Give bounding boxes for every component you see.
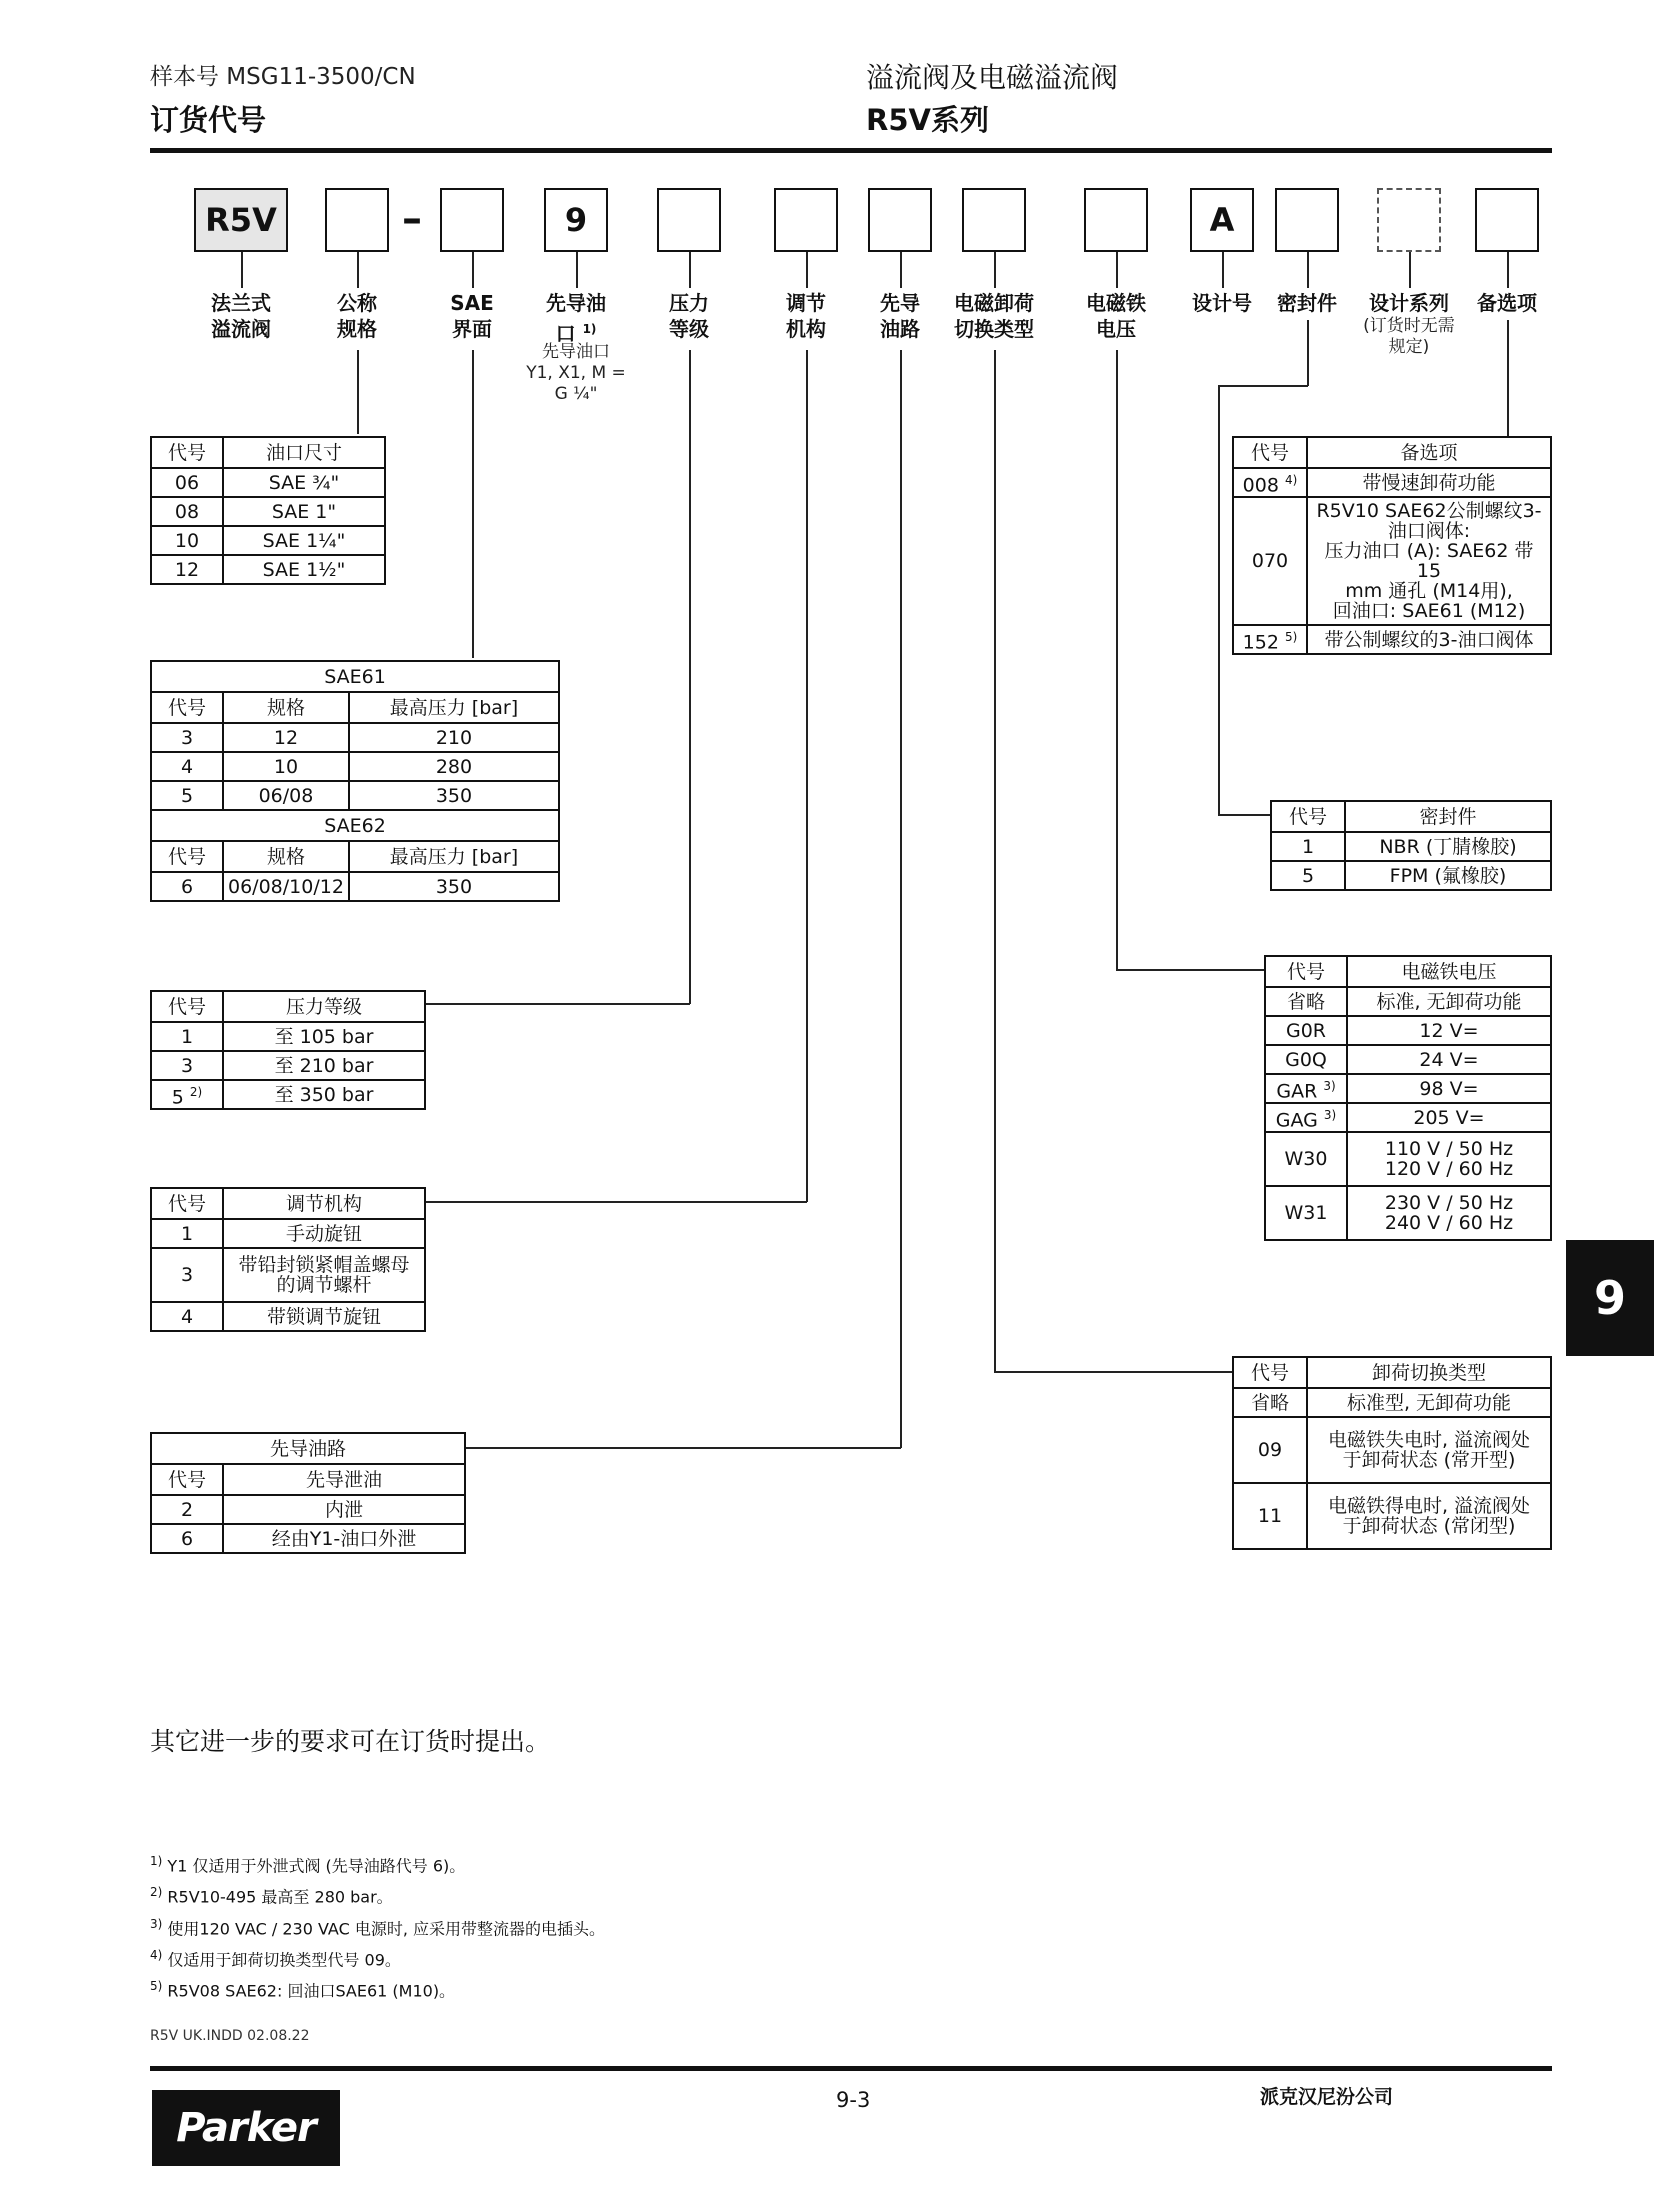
table-row: 4 带锁调节旋钮 bbox=[151, 1302, 425, 1331]
table-row: 2 内泄 bbox=[151, 1495, 465, 1524]
label-series: 设计系列 bbox=[1369, 291, 1449, 315]
label-options: 备选项 bbox=[1477, 291, 1537, 315]
code-box-design: A bbox=[1190, 188, 1254, 252]
label-size: 公称 规格 bbox=[337, 291, 377, 341]
table-row: 152 $^{5)}$ 带公制螺纹的3-油口阀体 bbox=[1233, 625, 1551, 654]
table-row: 3 带铅封锁紧帽盖螺母 的调节螺杆 bbox=[151, 1248, 425, 1302]
page-title: 订货代号 bbox=[150, 103, 267, 137]
sample-number: 样本号 MSG11-3500/CN bbox=[150, 64, 416, 90]
file-reference: R5V UK.INDD 02.08.22 bbox=[150, 2028, 310, 2044]
footnote: $^{1)}$ Y1 仅适用于外泄式阀 (先导油路代号 6)。 bbox=[150, 1854, 466, 1876]
table-row: 4 10 280 bbox=[151, 752, 559, 781]
label-solenoid: 电磁铁 电压 bbox=[1086, 291, 1146, 341]
footnote: $^{5)}$ R5V08 SAE62: 回油口SAE61 (M10)。 bbox=[150, 1979, 456, 2001]
label-unload: 电磁卸荷 切换类型 bbox=[954, 291, 1034, 341]
table-row: 5 $^{2)}$ 至 350 bar bbox=[151, 1080, 425, 1109]
label-seal: 密封件 bbox=[1277, 291, 1337, 315]
label-pilot-path: 先导 油路 bbox=[880, 291, 920, 341]
code-box-options bbox=[1475, 188, 1539, 252]
table-row: 1 NBR (丁腈橡胶) bbox=[1271, 832, 1551, 861]
code-box-series bbox=[1377, 188, 1441, 252]
table-row: 12 SAE 1½" bbox=[151, 555, 385, 584]
table-row: 省略 标准型, 无卸荷功能 bbox=[1233, 1388, 1551, 1417]
header-rule bbox=[150, 148, 1552, 153]
label-flange: 法兰式 溢流阀 bbox=[211, 291, 271, 341]
pilot-table: 先导油路 代号 先导泄油 2 内泄 6 经由Y1-油口外泄 bbox=[150, 1432, 466, 1554]
table-row: GAG $^{3)}$ 205 V= bbox=[1265, 1103, 1551, 1132]
table-row: 10 SAE 1¼" bbox=[151, 526, 385, 555]
table-row: 1 手动旋钮 bbox=[151, 1219, 425, 1248]
code-dash: – bbox=[402, 196, 422, 242]
label-sae: SAE 界面 bbox=[450, 291, 494, 341]
section-subtitle: 溢流阀及电磁溢流阀 bbox=[866, 61, 1119, 94]
label-series-note: (订货时无需 规定) bbox=[1363, 316, 1455, 357]
footnote: $^{4)}$ 仅适用于卸荷切换类型代号 09。 bbox=[150, 1947, 401, 1970]
parker-logo: Parker bbox=[152, 2090, 340, 2166]
table-row: 08 SAE 1" bbox=[151, 497, 385, 526]
code-box-size bbox=[325, 188, 389, 252]
footnote: $^{2)}$ R5V10-495 最高至 280 bar。 bbox=[150, 1885, 393, 1907]
code-box-seal bbox=[1275, 188, 1339, 252]
label-design-no: 设计号 bbox=[1192, 291, 1252, 315]
company-name: 派克汉尼汾公司 bbox=[1260, 2086, 1394, 2108]
section-tab: 9 bbox=[1566, 1240, 1654, 1356]
table-row: W30 110 V / 50 Hz 120 V / 60 Hz bbox=[1265, 1132, 1551, 1186]
table-row: 070 R5V10 SAE62公制螺纹3- 油口阀体: 压力油口 (A): SAE62 带 15 mm 通孔 (M14用), 回油口: SAE61 (M12) bbox=[1233, 497, 1551, 625]
options-table: 代号 备选项 008 $^{4)}$ 带慢速卸荷功能 070 R5V10 SAE62公制螺纹3- 油口阀体: 压力油口 (A): SAE62 带 15 mm 通孔 (M14用), 回油口: SAE61 (M12) 152 $^{5)}$ 带公制螺纹的3-油口阀体 bbox=[1232, 436, 1552, 655]
table-row: G0Q 24 V= bbox=[1265, 1045, 1551, 1074]
table-row: 1 至 105 bar bbox=[151, 1022, 425, 1051]
code-box-adjust bbox=[774, 188, 838, 252]
adjust-table: 代号 调节机构 1 手动旋钮 3 带铅封锁紧帽盖螺母 的调节螺杆 4 带锁调节旋钮 bbox=[150, 1187, 426, 1332]
label-pilot-port-note: 先导油口 Y1, X1, M = G ¼" bbox=[526, 342, 626, 404]
table-row: 008 $^{4)}$ 带慢速卸荷功能 bbox=[1233, 468, 1551, 497]
table-row: 09 电磁铁失电时, 溢流阀处 于卸荷状态 (常开型) bbox=[1233, 1417, 1551, 1483]
pressure-table: 代号 压力等级 1 至 105 bar 3 至 210 bar 5 $^{2)}$ 至 350 bar bbox=[150, 990, 426, 1110]
table-row: 06 SAE ¾" bbox=[151, 468, 385, 497]
code-box-sae bbox=[440, 188, 504, 252]
footnotes bbox=[150, 1848, 605, 2005]
table-row: 省略 标准, 无卸荷功能 bbox=[1265, 987, 1551, 1016]
label-pressure: 压力 等级 bbox=[669, 291, 709, 341]
size-table: 代号 油口尺寸 06 SAE ¾" 08 SAE 1" 10 SAE 1¼" 12 SAE 1½" bbox=[150, 436, 386, 585]
code-box-pilot-path bbox=[868, 188, 932, 252]
seal-table: 代号 密封件 1 NBR (丁腈橡胶) 5 FPM (氟橡胶) bbox=[1270, 800, 1552, 891]
sae-table: SAE61 代号 规格 最高压力 [bar] 3 12 210 4 10 280 5 06/08 350 SAE62 代号 规格 最高压力 [bar] 6 06/08/10/12 350 bbox=[150, 660, 560, 902]
table-row: 5 FPM (氟橡胶) bbox=[1271, 861, 1551, 890]
table-row: 3 至 210 bar bbox=[151, 1051, 425, 1080]
label-adjust: 调节 机构 bbox=[786, 291, 826, 341]
code-box-solenoid bbox=[1084, 188, 1148, 252]
footer-rule bbox=[150, 2066, 1552, 2071]
voltage-table: 代号 电磁铁电压 省略 标准, 无卸荷功能 G0R 12 V= G0Q 24 V= GAR $^{3)}$ 98 V= GAG $^{3)}$ 205 V= W30 110 V / 50 Hz 120 V / 60 Hz W31 230 V / 50 Hz 240 V / 60 Hz bbox=[1264, 955, 1552, 1241]
section-title: R5V系列 bbox=[866, 103, 989, 137]
further-note: 其它进一步的要求可在订货时提出。 bbox=[150, 1727, 551, 1756]
table-row: GAR $^{3)}$ 98 V= bbox=[1265, 1074, 1551, 1103]
table-row: 3 12 210 bbox=[151, 723, 559, 752]
page-number: 9-3 bbox=[836, 2088, 871, 2112]
table-row: 11 电磁铁得电时, 溢流阀处 于卸荷状态 (常闭型) bbox=[1233, 1483, 1551, 1549]
code-box-r5v: R5V bbox=[194, 188, 288, 252]
code-box-unload bbox=[962, 188, 1026, 252]
footnote: $^{3)}$ 使用120 VAC / 230 VAC 电源时, 应采用带整流器的电插头。 bbox=[150, 1916, 606, 1938]
table-row: W31 230 V / 50 Hz 240 V / 60 Hz bbox=[1265, 1186, 1551, 1240]
label-pilot-port: 先导油 口 $^{1)}$ bbox=[546, 291, 606, 346]
code-box-pilot-port: 9 bbox=[544, 188, 608, 252]
table-row: G0R 12 V= bbox=[1265, 1016, 1551, 1045]
table-row: 6 经由Y1-油口外泄 bbox=[151, 1524, 465, 1553]
unload-table: 代号 卸荷切换类型 省略 标准型, 无卸荷功能 09 电磁铁失电时, 溢流阀处 于卸荷状态 (常开型) 11 电磁铁得电时, 溢流阀处 于卸荷状态 (常闭型) bbox=[1232, 1356, 1552, 1550]
table-row: 5 06/08 350 bbox=[151, 781, 559, 810]
code-box-pressure bbox=[657, 188, 721, 252]
table-row: 6 06/08/10/12 350 bbox=[151, 872, 559, 901]
